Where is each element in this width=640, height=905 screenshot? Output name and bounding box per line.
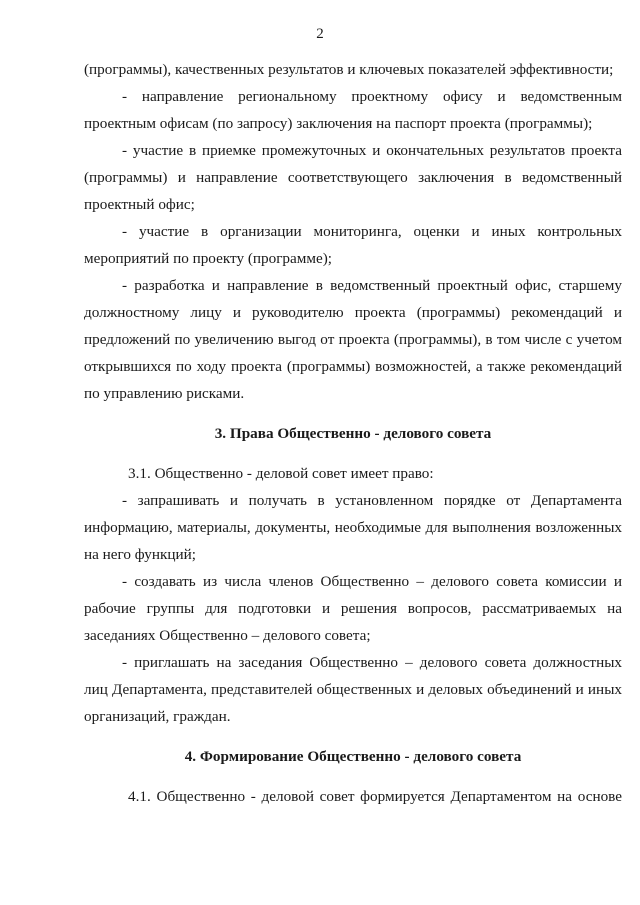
- list-item: - запрашивать и получать в установленном порядке от Департамента информацию, материалы, документы, необходимые для выполнения возложенных на него функций;: [84, 492, 622, 563]
- document-body: [84, 56, 622, 810]
- list-item: - приглашать на заседания Общественно – делового совета должностных лиц Департамента, представителей общественных и деловых объединений и иных организаций, граждан.: [84, 654, 622, 725]
- list-item: - создавать из числа членов Общественно – делового совета комиссии и рабочие группы для подготовки и решения вопросов, рассматриваемых на заседаниях Общественно – делового совета;: [84, 573, 622, 644]
- section-4-intro: 4.1. Общественно - деловой совет формируется Департаментом на основе: [128, 788, 622, 805]
- section-heading-4: 4. Формирование Общественно - делового совета: [184, 748, 522, 765]
- list-item: - участие в организации мониторинга, оценки и иных контрольных мероприятий по проекту (программе);: [84, 223, 622, 267]
- section-heading-3: 3. Права Общественно - делового совета: [214, 425, 492, 442]
- page-number: 2: [316, 26, 324, 42]
- paragraph-continuation: (программы), качественных результатов и ключевых показателей эффективности;: [84, 61, 614, 78]
- list-item: - разработка и направление в ведомственный проектный офис, старшему должностному лицу и руководителю проекта (программы) рекомендаций и предложений по увеличению выгод от проекта (программы), в том числе с учетом открывшихся по ходу проекта (программы) возможностей, а также рекомендаций по управлению рисками.: [84, 277, 622, 402]
- list-item: - направление региональному проектному офису и ведомственным проектным офисам (по запросу) заключения на паспорт проекта (программы);: [84, 88, 622, 132]
- section-3-intro: 3.1. Общественно - деловой совет имеет право:: [128, 465, 434, 482]
- list-item: - участие в приемке промежуточных и окончательных результатов проекта (программы) и направление соответствующего заключения в ведомственный проектный офис;: [84, 142, 622, 213]
